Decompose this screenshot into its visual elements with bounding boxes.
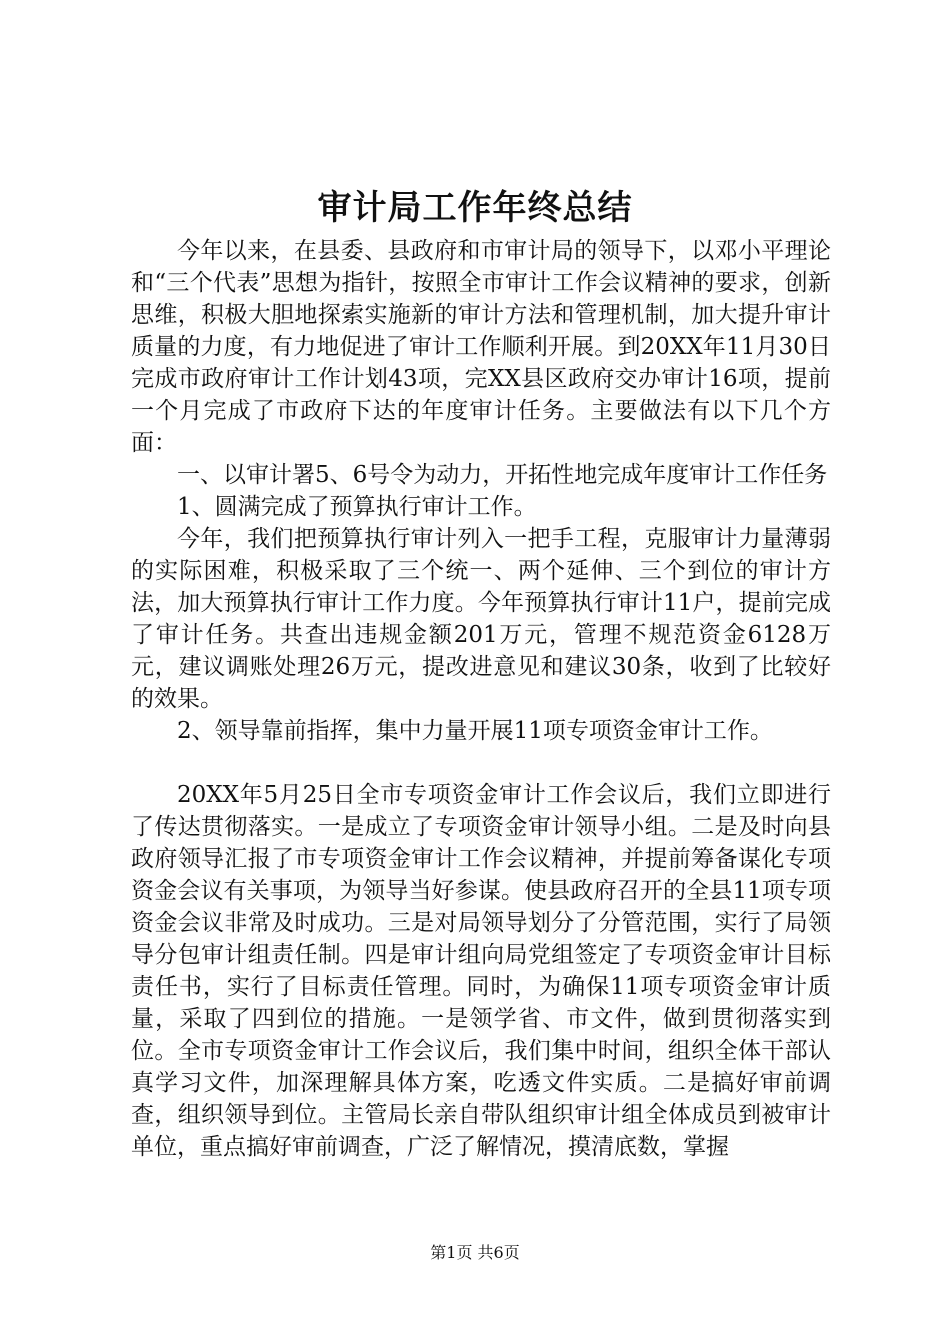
paragraph-special-funds: 20XX年5月25日全市专项资金审计工作会议后，我们立即进行了传达贯彻落实。一是成立了专项资金审计领导小组。二是及时向县政府领导汇报了市专项资金审计工作会议精神，并提前筹备谋化专项资金会议有关事项，为领导当好参谋。使县政府召开的全县11项专项资金会议非常及时成功。三是对局领导划分了分管范围，实行了局领导分包审计组责任制。四是审计组向局党组签定了专项资金审计目标责任书，实行了目标责任管理。同时，为确保11项专项资金审计质量，采取了四到位的措施。一是领学省、市文件，做到贯彻落实到位。全市专项资金审计工作会议后，我们集中时间，组织全体干部认真学习文件，加深理解具体方案，吃透文件实质。二是搞好审前调查，组织领导到位。主管局长亲自带队组织审计组全体成员到被审计单位，重点搞好审前调查，广泛了解情况，摸清底数，掌握 <box>131 782 831 1160</box>
paragraph-intro: 今年以来，在县委、县政府和市审计局的领导下，以邓小平理论和“三个代表”思想为指针，按照全市审计工作会议精神的要求，创新思维，积极大胆地探索实施新的审计方法和管理机制，加大提升审计质量的力度，有力地促进了审计工作顺利开展。到20XX年11月30日完成市政府审计工作计划43项，完XX县区政府交办审计16项，提前一个月完成了市政府下达的年度审计任务。主要做法有以下几个方面： <box>131 238 831 456</box>
page-footer: 第1页 共6页 <box>430 1243 520 1262</box>
paragraph-budget-audit: 今年，我们把预算执行审计列入一把手工程，克服审计力量薄弱的实际困难，积极采取了三个统一、两个延伸、三个到位的审计方法，加大预算执行审计工作力度。今年预算执行审计11户，提前完成了审计任务。共查出违规金额201万元，管理不规范资金6128万元，建议调账处理26万元，提改进意见和建议30条，收到了比较好的效果。 <box>131 526 831 712</box>
section-heading-1: 一、以审计署5、6号令为动力，开拓性地完成年度审计工作任务 <box>177 462 828 488</box>
document-body <box>131 235 831 1163</box>
subsection-heading-1: 1、圆满完成了预算执行审计工作。 <box>177 494 537 520</box>
subsection-heading-2: 2、领导靠前指挥，集中力量开展11项专项资金审计工作。 <box>177 718 773 744</box>
document-title: 审计局工作年终总结 <box>317 188 633 228</box>
